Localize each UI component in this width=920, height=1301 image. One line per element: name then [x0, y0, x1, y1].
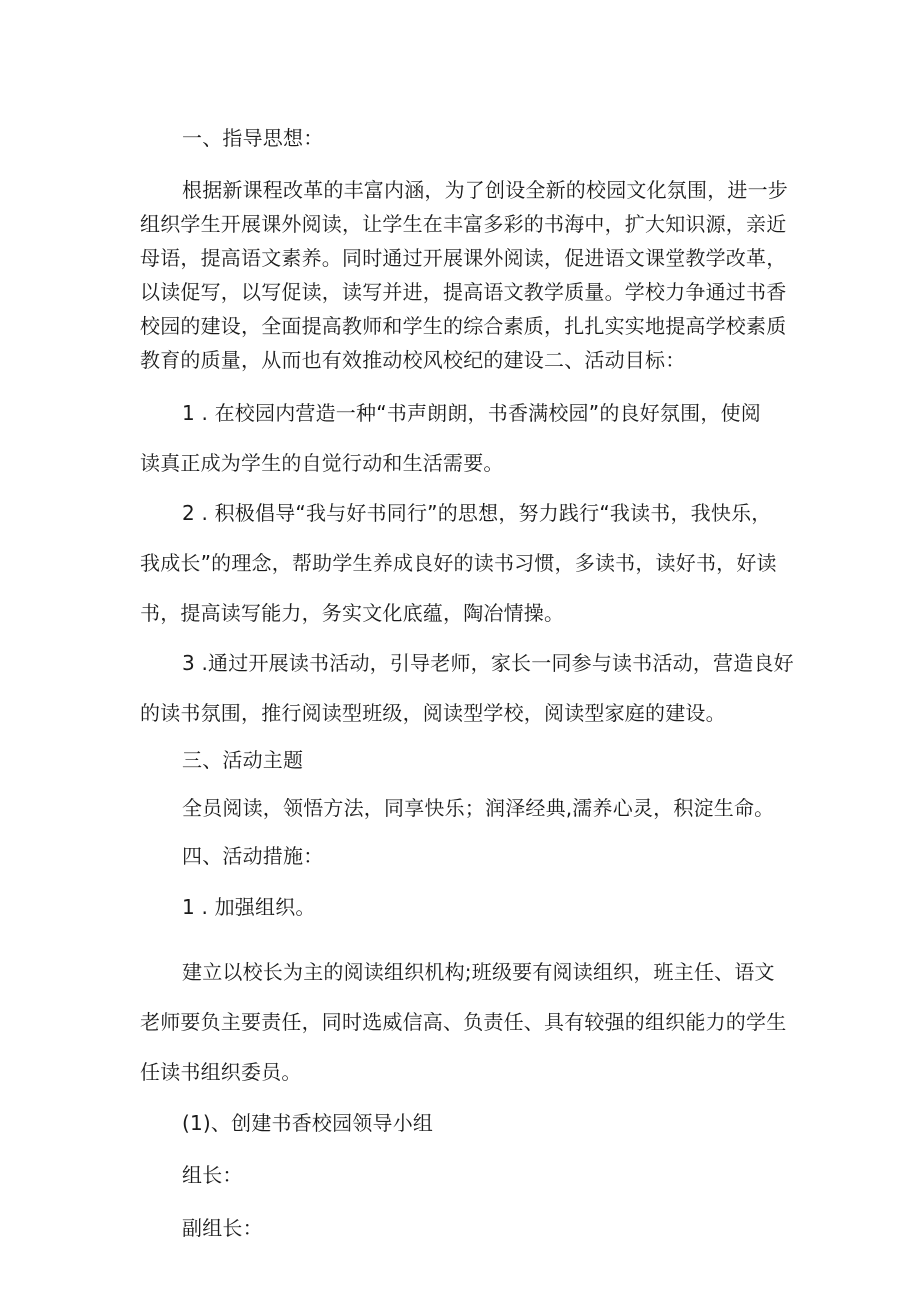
- paragraph-line: 组织学生开展课外阅读，让学生在丰富多彩的书海中，扩大知识源，亲近: [140, 212, 787, 236]
- goal-item-3-line: 的读书氛围，推行阅读型班级，阅读型学校，阅读型家庭的建设。: [140, 701, 726, 725]
- paragraph-line: 教育的质量，从而也有效推动校风校纪的建设二、活动目标：: [140, 348, 686, 372]
- paragraph-line: 母语，提高语文素养。同时通过开展课外阅读，促进语文课堂教学改革，: [140, 246, 787, 270]
- measure-paragraph-line: 老师要负主要责任，同时选威信高、负责任、具有较强的组织能力的学生: [140, 1010, 787, 1034]
- heading-activity-theme: 三、活动主题: [182, 748, 304, 772]
- goal-item-1-line: 1 . 在校园内营造一种“书声朗朗，书香满校园”的良好氛围，使阅: [182, 401, 761, 425]
- theme-text: 全员阅读，领悟方法，同享快乐；润泽经典,濡养心灵，积淀生命。: [182, 796, 775, 820]
- leadership-group-heading: (1)、创建书香校园领导小组: [182, 1111, 434, 1135]
- heading-activity-measures: 四、活动措施：: [182, 844, 324, 868]
- goal-item-2-line: 我成长”的理念，帮助学生养成良好的读书习惯，多读书，读好书，好读: [140, 551, 777, 575]
- goal-item-2-line: 书，提高读写能力，务实文化底蕴，陶冶情操。: [140, 601, 565, 625]
- measure-item-1: 1 . 加强组织。: [182, 895, 316, 919]
- goal-item-1-line: 读真正成为学生的自觉行动和生活需要。: [140, 451, 504, 475]
- goal-item-2-line: 2 . 积极倡导“我与好书同行”的思想，努力践行“我读书，我快乐，: [182, 501, 772, 525]
- goal-item-3-line: 3 .通过开展读书活动，引导老师，家长一同参与读书活动，营造良好: [182, 651, 794, 675]
- measure-paragraph-line: 建立以校长为主的阅读组织机构;班级要有阅读组织，班主任、语文: [182, 960, 775, 984]
- paragraph-line: 以读促写，以写促读，读写并进，提高语文教学质量。学校力争通过书香: [140, 280, 787, 304]
- paragraph-line: 根据新课程改革的丰富内涵，为了创设全新的校园文化氛围，进一步: [182, 178, 788, 202]
- heading-guiding-ideology: 一、指导思想：: [182, 126, 324, 150]
- paragraph-line: 校园的建设，全面提高教师和学生的综合素质，扎扎实实地提高学校素质: [140, 314, 787, 338]
- measure-paragraph-line: 任读书组织委员。: [140, 1060, 302, 1084]
- group-leader-label: 组长：: [182, 1163, 243, 1187]
- deputy-leader-label: 副组长：: [182, 1216, 263, 1240]
